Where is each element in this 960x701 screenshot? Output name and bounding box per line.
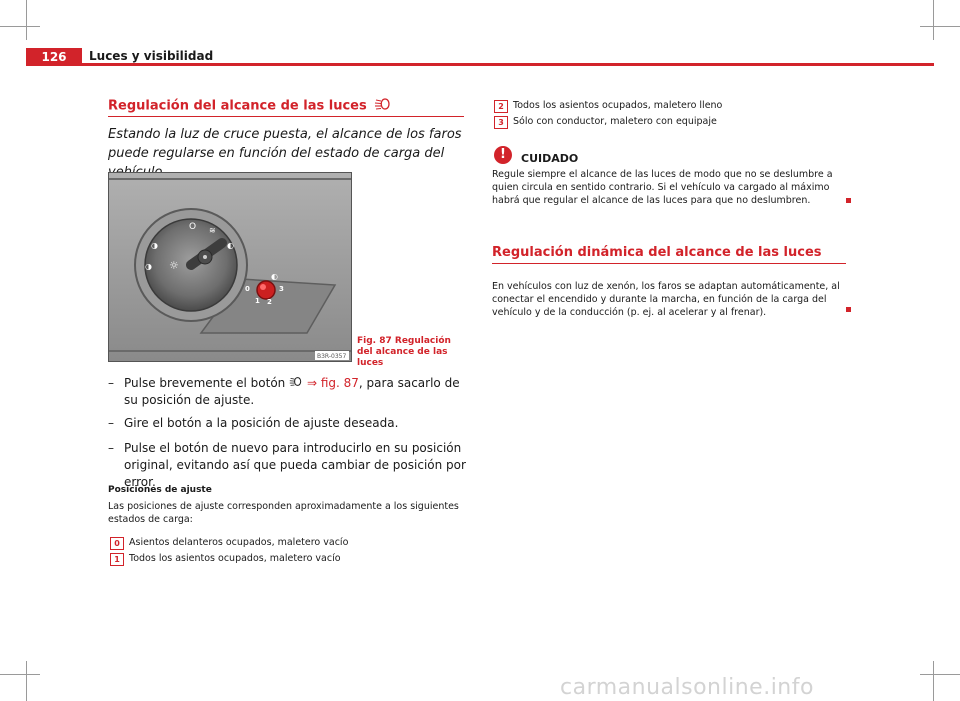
svg-text:≋: ≋ — [209, 226, 216, 235]
step-dash: – — [108, 416, 114, 430]
intro-text: Estando la luz de cruce puesta, el alcance de los faros puede regularse en función del estado de carga del — [108, 127, 462, 161]
heading-dynamic-range: Regulación dinámica del alcance de las luces — [492, 245, 822, 260]
step-text: Gire el botón a la posición de ajuste deseada. — [124, 416, 399, 430]
heading-headlight-range — [108, 98, 392, 114]
position-text: Todos los asientos ocupados, maletero lleno — [513, 100, 723, 111]
instruction-step — [108, 375, 470, 411]
svg-text:☼: ☼ — [169, 259, 179, 272]
svg-text:O: O — [189, 222, 197, 232]
dial-label: 0 — [245, 285, 250, 293]
step-text — [124, 375, 470, 409]
step-dash: – — [108, 441, 114, 455]
dynamic-range-paragraph: En vehículos con luz de xenón, los faros se adaptan automáticamente, al conectar el encendido y durante la marcha, en función de la carga del vehículo y de la conducción (p. ej. al acelerar y al frenar). — [492, 281, 840, 318]
position-number: 2 — [494, 100, 508, 113]
step-text-before: Pulse brevemente el botón — [124, 376, 286, 390]
step-dash: – — [108, 376, 114, 390]
position-text: Todos los asientos ocupados, maletero vacío — [129, 553, 341, 564]
position-number: 3 — [494, 116, 508, 129]
subtext: Las posiciones de ajuste corresponden aproximadamente a los siguientes estados de carga: — [108, 501, 459, 525]
caution-icon: ! — [494, 146, 512, 164]
crop-mark — [26, 661, 27, 701]
crop-mark — [0, 26, 40, 27]
subheading: Posiciones de ajuste — [108, 485, 212, 495]
header-rule — [26, 63, 934, 66]
watermark: carmanualsonline.info — [560, 675, 814, 700]
svg-text:◐: ◐ — [227, 241, 234, 250]
dial-label: 3 — [279, 285, 284, 293]
instruction-step — [108, 415, 470, 433]
crop-mark — [933, 0, 934, 40]
end-of-section-mark — [846, 198, 851, 203]
svg-text:◑: ◑ — [145, 262, 152, 271]
svg-text:◐: ◐ — [271, 272, 278, 281]
caution-title: CUIDADO — [521, 152, 579, 165]
heading-text: Regulación del alcance de las luces — [108, 98, 367, 114]
figure-code: B3R-0357 — [317, 353, 347, 360]
step-text-after: , para sacarlo de su posición de ajuste. — [124, 376, 460, 407]
crop-mark — [26, 0, 27, 40]
figure-light-switch — [108, 172, 352, 362]
position-number: 1 — [110, 553, 124, 566]
crop-mark — [920, 674, 960, 675]
crop-mark — [933, 661, 934, 701]
position-text: Sólo con conductor, maletero con equipaje — [513, 116, 717, 127]
crop-mark — [0, 674, 40, 675]
headlight-range-icon — [289, 375, 303, 392]
light-switch-illustration — [109, 173, 351, 361]
dial-label: 2 — [267, 298, 272, 306]
position-text: Asientos delanteros ocupados, maletero vacío — [129, 537, 349, 548]
heading-rule — [492, 263, 846, 264]
instruction-step — [108, 440, 470, 489]
figure-link[interactable]: ⇒ fig. 87 — [306, 376, 359, 390]
caution-text: Regule siempre el alcance de las luces de modo que no se deslumbre a quien circula en sentido contrario. Si el vehículo va cargado al máximo habrá que regular el alcance de las luces para que no deslumbren. — [492, 169, 833, 206]
headlight-range-icon — [374, 98, 392, 114]
step-text: Pulse el botón de nuevo para introducirlo en su posición original, evitando así que pueda cambiar de posición por error. — [124, 441, 466, 489]
crop-mark — [920, 26, 960, 27]
svg-text:◑: ◑ — [151, 241, 158, 250]
page-number: 126 — [26, 48, 82, 66]
section-title: Luces y visibilidad — [89, 49, 214, 63]
heading-rule — [108, 116, 464, 117]
end-of-section-mark — [846, 307, 851, 312]
position-number: 0 — [110, 537, 124, 550]
dial-label: 1 — [255, 297, 260, 305]
figure-caption: Fig. 87 Regulación del alcance de las luces — [357, 336, 451, 368]
